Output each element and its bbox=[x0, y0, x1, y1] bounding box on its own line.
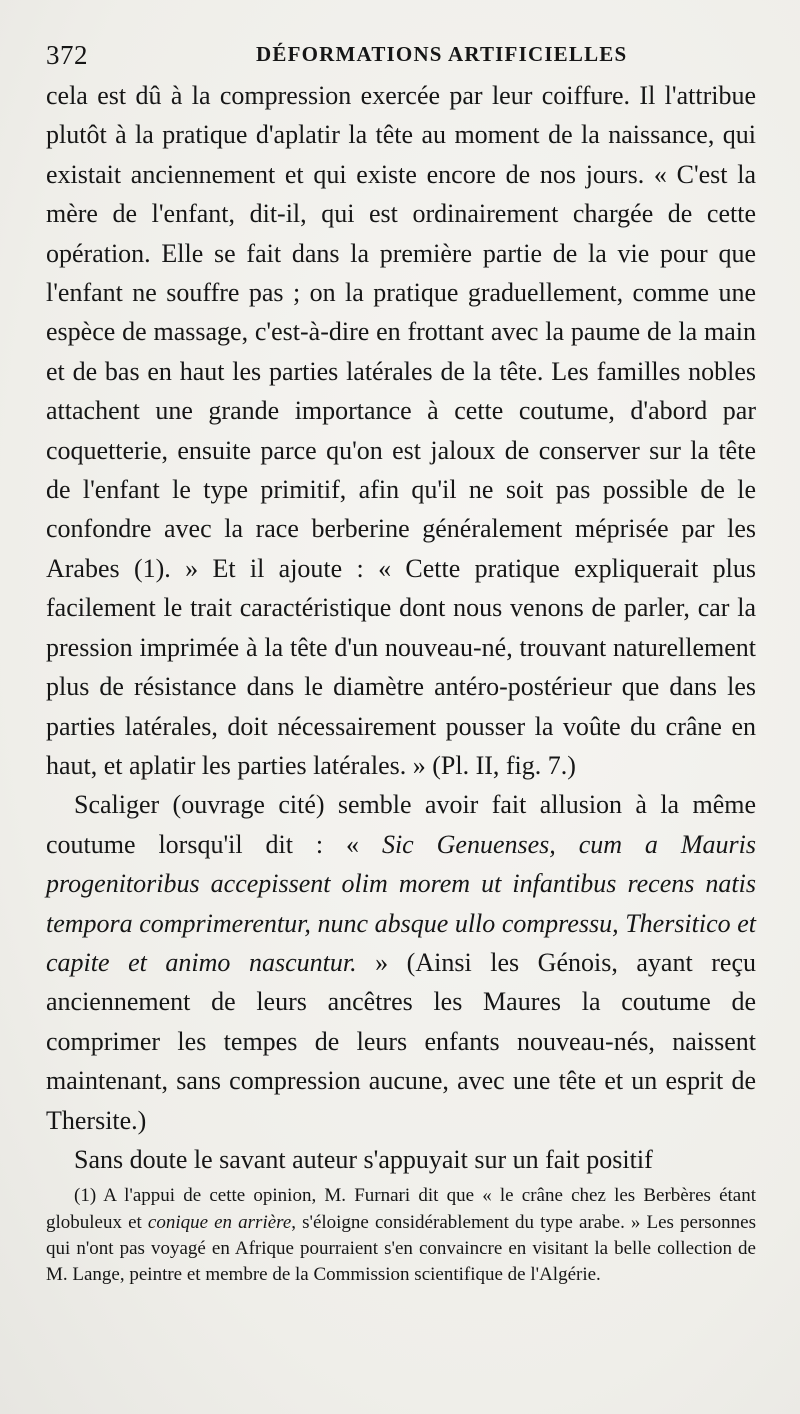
scaliger-intro: Scaliger (ouvrage cité) semble avoir fait allusion à la même coutume lorsqu'il dit : « bbox=[46, 790, 756, 859]
paragraph-sans-doute: Sans doute le savant auteur s'appuyait sur un fait positif bbox=[74, 1144, 653, 1174]
paragraph-compression: cela est dû à la compression exercée par leur coiffure. Il l'attribue plutôt à la pratique d'aplatir la tête au moment de la naissance, qui existait anciennement et qui existe encore de nos jours. « C'est la mère de l'enfant, dit-il, qui est ordinairement chargée de cette opération. Elle se fait dans la première partie de la vie pour que l'enfant ne souffre pas ; on la pratique graduellement, comme une espèce de massage, c'est-à-dire en frottant avec la paume de la main et de bas en haut les parties latérales de la tête. Les familles nobles attachent une grande importance à cette coutume, d'abord par coquetterie, ensuite parce qu'on est jaloux de conserver sur la tête de l'enfant le type primitif, afin qu'il ne soit pas possible de le confondre avec la race berberine généralement méprisée par les Arabes (1). » Et il ajoute : « Cette pratique expliquerait plus facilement le trait caractéristique dont nous venons de parler, car la pression imprimée à la tête d'un nouveau-né, trouvant naturellement plus de résistance dans le diamètre antéro-postérieur que dans les parties latérales, doit nécessairement pousser la voûte du crâne en haut, et aplatir les parties latérales. » (Pl. II, fig. 7.) bbox=[46, 81, 756, 780]
scaliger-translation: » (Ainsi les Génois, ayant reçu anciennement de leurs ancêtres les Maures la coutume de comprimer les tempes de leurs enfants nouveau-nés, naissent maintenant, sans compression aucune, avec une tête et un esprit de Thersite.) bbox=[46, 947, 756, 1135]
footnote-1 bbox=[46, 1183, 756, 1288]
running-title: DÉFORMATIONS ARTIFICIELLES bbox=[256, 42, 628, 66]
page-number: 372 bbox=[46, 40, 88, 70]
paragraph-scaliger bbox=[46, 785, 756, 1140]
footnotes bbox=[46, 1183, 756, 1288]
running-head bbox=[46, 36, 756, 76]
footnote-1-start: (1) A l'appui de cette opinion, M. Furnari dit que « le crâne chez les Berbères étant globuleux et bbox=[46, 1185, 756, 1233]
latin-quotation: Sic Genuenses, cum a Mauris progenitoribus accepissent olim morem ut infantibus recens natis tempora comprimerentur, nunc absque ullo compressu, Thersitico et capite et animo nascuntur. bbox=[46, 829, 756, 977]
body-text bbox=[46, 76, 756, 1179]
footnote-1-italic: conique en arrière bbox=[147, 1211, 292, 1233]
footnote-1-end: , s'éloigne considérablement du type arabe. » Les personnes qui n'ont pas voyagé en Afrique pourraient s'en convaincre en visitant la belle collection de M. Lange, peintre et membre de la Commission scientifique de l'Algérie. bbox=[46, 1211, 757, 1285]
